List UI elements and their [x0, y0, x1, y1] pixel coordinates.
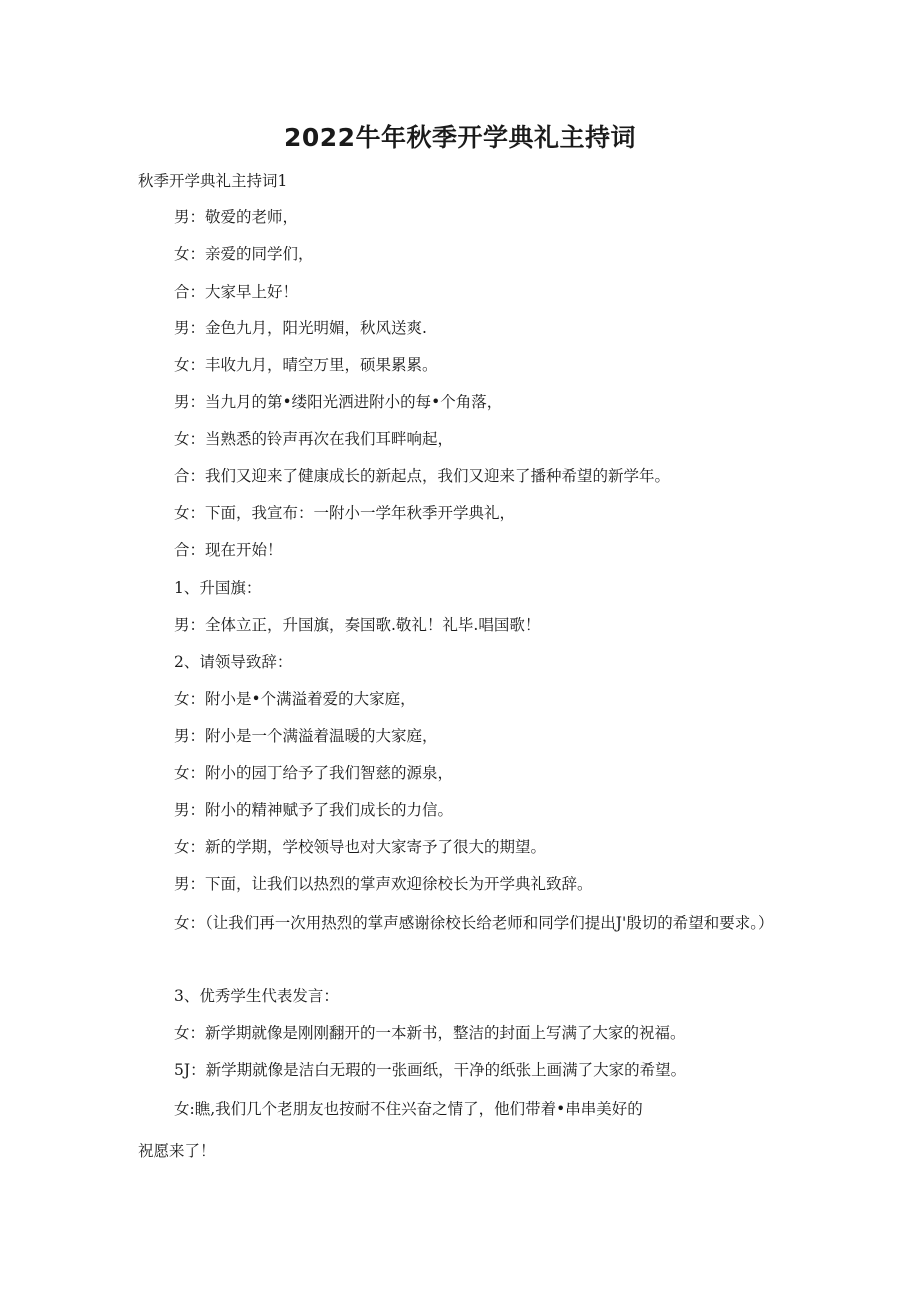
- agenda-item: 2、请领导致辞：: [174, 653, 293, 671]
- script-line: 男：敬爱的老师，: [174, 208, 299, 226]
- document-title: 2022牛年秋季开学典礼主持词: [283, 123, 637, 152]
- script-paragraph: 女：（让我们再一次用热烈的掌声感谢徐校长给老师和同学们提出J'殷切的希望和要求。）: [174, 914, 774, 932]
- section-heading: 秋季开学典礼主持词1: [138, 172, 288, 190]
- script-line: 女：下面，我宣布：一附小一学年秋季开学典礼，: [174, 504, 516, 522]
- script-line-continuation: 祝愿来了！: [138, 1142, 216, 1160]
- script-line: 女:瞧,我们几个老朋友也按耐不住兴奋之情了，他们带着•串串美好的: [174, 1100, 643, 1118]
- script-line: 5J：新学期就像是洁白无瑕的一张画纸，干净的纸张上画满了大家的希望。: [174, 1061, 687, 1079]
- script-line: 合：我们又迎来了健康成长的新起点，我们又迎来了播种希望的新学年。: [174, 467, 671, 485]
- script-line: 男：当九月的第•缕阳光洒进附小的每•个角落，: [174, 393, 503, 411]
- script-line: 女：附小是•个满溢着爱的大家庭，: [174, 690, 416, 708]
- script-line: 女：新的学期，学校领导也对大家寄予了很大的期望。: [174, 838, 547, 856]
- agenda-item: 1、升国旗：: [174, 579, 262, 597]
- script-line: 男：全体立正，升国旗，奏国歌.敬礼！礼毕.唱国歌！: [174, 616, 541, 634]
- script-line: 男：附小的精神赋予了我们成长的力信。: [174, 801, 454, 819]
- script-line: 合：现在开始！: [174, 541, 283, 559]
- script-line: 女：新学期就像是刚刚翻开的一本新书，整洁的封面上写满了大家的祝福。: [174, 1024, 686, 1042]
- script-line: 合：大家早上好！: [174, 283, 299, 301]
- agenda-item: 3、优秀学生代表发言：: [174, 987, 339, 1005]
- script-line: 女：丰收九月，晴空万里，硕果累累。: [174, 356, 438, 374]
- script-line: 女：当熟悉的铃声再次在我们耳畔响起，: [174, 430, 454, 448]
- script-line: 男：金色九月，阳光明媚，秋风送爽.: [174, 319, 427, 337]
- script-line: 女：附小的园丁给予了我们智慈的源泉，: [174, 764, 454, 782]
- script-line: 女：亲爱的同学们，: [174, 245, 314, 263]
- script-line: 男：附小是一个满溢着温暖的大家庭，: [174, 727, 438, 745]
- script-line: 男：下面，让我们以热烈的掌声欢迎徐校长为开学典礼致辞。: [174, 875, 593, 893]
